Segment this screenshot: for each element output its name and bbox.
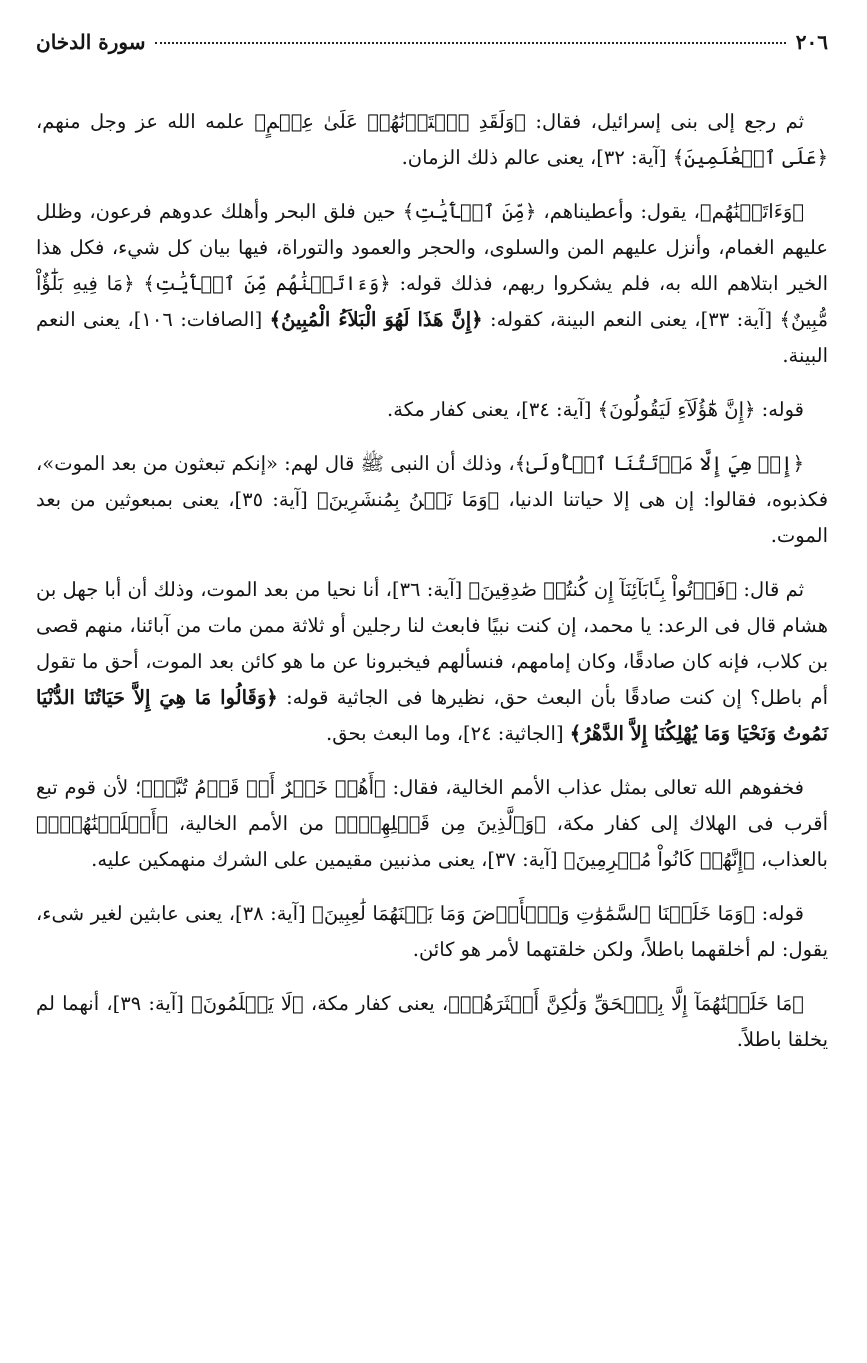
commentary-text: [آية: ٣٧]، يعنى مذنبين مقيمين على الشرك منهمكين عليه. — [91, 848, 564, 871]
verse-ornament-close: ﴾ — [312, 902, 324, 925]
quran-verse — [700, 200, 804, 223]
verse-ornament-close: ﴾ — [316, 488, 329, 511]
verse-ornament-open: ﴿ — [514, 110, 526, 133]
commentary-text: ثم رجع إلى بنى إسرائيل، فقال: — [525, 110, 804, 133]
verse-text: إِنَّ هَٰٓؤُلَآءِ لَيَقُولُونَ — [609, 398, 744, 421]
quran-verse — [317, 488, 499, 511]
quran-verse — [673, 146, 828, 169]
quran-verse — [335, 812, 546, 835]
verse-ornament-open: ﴿ — [374, 776, 386, 799]
verse-ornament-open: ﴿ — [123, 272, 135, 295]
verse-ornament-close: ﴾ — [468, 578, 481, 601]
paragraph — [36, 104, 828, 176]
verse-ornament-close: ﴾ — [563, 848, 576, 871]
commentary-text: علمه الله عز وجل منهم، — [36, 110, 255, 133]
verse-ornament-open: ﴿ — [292, 992, 304, 1015]
verse-text: مَا خَلَقۡنَٰهُمَآ إِلَّا بِٱلۡحَقِّ وَلَٰكِنَّ أَكۡثَرَهُمۡ — [459, 992, 793, 1015]
commentary-text: [آية: ٣٤]، يعنى كفار مكة. — [387, 398, 598, 421]
verse-ornament-close: ﴾ — [569, 722, 582, 745]
verse-ornament-close: ﴾ — [448, 992, 460, 1015]
quran-verse — [254, 110, 526, 133]
verse-ornament-close: ﴾ — [514, 452, 527, 475]
commentary-text: ؛ لأن قوم تبع أقرب فى الهلاك إلى كفار مكة، — [36, 776, 828, 835]
quran-verse — [468, 578, 737, 601]
paragraph — [36, 896, 828, 968]
page-header — [36, 30, 828, 70]
verse-text: أَهُمۡ خَيۡرٌ أَمۡ قَوۡمُ تُبَّعٖ — [153, 776, 374, 799]
commentary-text: ثم قال: — [737, 578, 805, 601]
verse-text: وَقَالُوا مَا هِيَ إِلاَّ حَيَاتُنَا الدُّنْيَا نَمُوتُ وَنَحْيَا وَمَا يُهْلِكُنَا إِلاَّ الدَّهْرُ — [36, 686, 828, 745]
surah-title: سورة الدخان — [36, 30, 146, 54]
verse-ornament-open: ﴿ — [156, 812, 169, 835]
page-number: ٢٠٦ — [795, 30, 828, 54]
verse-text: عَلَى ٱلۡعَٰلَمِينَ — [684, 146, 817, 169]
quran-verse — [143, 272, 390, 295]
commentary-text: حين فلق البحر وأهلك عدوهم فرعون، وظلل عليهم الغمام، وأنزل عليهم المن والسلوى، والحجر والعمود والتوراة، فيها بيان كل شيء، فكل هذا الخير ابتلاهم الله به، فلم يشكروا ربهم، فذلك قوله: — [36, 200, 828, 295]
verse-text: مِّنَ ٱلۡأٓيَٰتِ — [414, 200, 525, 223]
quran-verse — [141, 776, 385, 799]
commentary-text: [الصافات: ١٠٦]، يعنى النعم البينة. — [36, 308, 828, 367]
verse-ornament-close: ﴾ — [699, 200, 712, 223]
commentary-text: ، يعنى كفار مكة، — [303, 992, 449, 1015]
verse-text: أَهۡلَكۡنَٰهُمۡۖ — [47, 812, 157, 835]
verse-text: وَلَقَدِ ٱخۡتَرۡنَٰهُمۡ عَلَىٰ عِلۡمٍ — [266, 110, 515, 133]
verse-ornament-open: ﴿ — [792, 200, 805, 223]
page-body — [36, 104, 828, 1058]
verse-ornament-close: ﴾ — [672, 146, 685, 169]
paragraph — [36, 392, 828, 428]
commentary-text — [135, 272, 144, 295]
quran-verse — [448, 992, 804, 1015]
verse-text: إِنۡ هِيَ إِلَّا مَوۡتَتُنَا ٱلۡأُولَىٰ — [526, 452, 793, 475]
verse-ornament-open: ﴿ — [816, 146, 828, 169]
verse-ornament-close: ﴾ — [141, 776, 153, 799]
verse-text: مَا فِيهِ بَلَٰٓؤٌاْ مُّبِينٌ — [36, 272, 829, 331]
verse-ornament-close: ﴾ — [334, 812, 347, 835]
verse-text: وَمَا نَحۡنُ بِمُنشَرِينَ — [328, 488, 488, 511]
paragraph — [36, 446, 828, 554]
commentary-text: [آية: ٣٩]، أنهما لم يخلقا باطلاً. — [36, 992, 828, 1051]
verse-ornament-close: ﴾ — [143, 272, 155, 295]
quran-verse — [598, 398, 756, 421]
commentary-text: [آية: ٣٢]، يعنى عالم ذلك الزمان. — [401, 146, 673, 169]
commentary-text: [آية: ٣٣]، يعنى النعم البينة، كقوله: — [482, 308, 780, 331]
verse-ornament-open: ﴿ — [792, 992, 804, 1015]
paragraph — [36, 770, 828, 878]
commentary-text: ، وذلك أن النبى ﷺ قال لهم: «إنكم تبعثون من بعد الموت»، فكذبوه، فقالوا: إن هى إلا حياتنا الدنيا، — [36, 452, 829, 511]
commentary-text: [آية: ٣٨]، يعنى عابثين لغير شىء، يقول: لم أخلقهما باطلاً، ولكن خلقتهما لأمر هو كائن. — [36, 902, 828, 961]
verse-ornament-close: ﴾ — [191, 992, 203, 1015]
commentary-text: [الجاثية: ٢٤]، وما البعث بحق. — [326, 722, 570, 745]
commentary-text: قوله: — [755, 902, 804, 925]
verse-text: وَءَاتَيۡنَٰهُم — [711, 200, 793, 223]
commentary-text: من الأمم الخالية، — [168, 812, 335, 835]
verse-ornament-close: ﴾ — [36, 812, 48, 835]
quran-verse — [564, 848, 755, 871]
verse-text: فَأۡتُواْ بِـَٔابَآئِنَآ إِن كُنتُمۡ صَٰدِقِينَ — [480, 578, 726, 601]
quran-verse — [515, 452, 804, 475]
verse-ornament-open: ﴿ — [379, 272, 391, 295]
verse-ornament-close: ﴾ — [597, 398, 610, 421]
commentary-text: بالعذاب، — [754, 848, 828, 871]
quran-verse — [312, 902, 755, 925]
commentary-text: [آية: ٣٥]، يعنى بمبعوثين من بعد الموت. — [36, 488, 828, 547]
quran-verse — [403, 200, 536, 223]
verse-ornament-open: ﴿ — [487, 488, 500, 511]
commentary-text: [آية: ٣٦]، أنا نحيا من بعد الموت، وذلك أن أبا جهل بن هشام قال فى الرعد: يا محمد، إن كنت نبيًا فابعث لنا رجلين أو ثلاثة ممن مات من آبائنا، منهم قصى بن كلاب، فإنه كان صادقًا، وكان إمامهم، فنسألهم فيخبرونا عن ما هو كائن بعد الموت، أحق ما تقول أم باطل؟ إن كنت صادقًا بأن البعث حق، نظيرها فى الجاثية قوله: — [36, 578, 828, 709]
verse-ornament-open: ﴿ — [725, 578, 738, 601]
verse-text: إِنَّ هَذَا لَهُوَ الْبَلاَءُ الْمُبِينُ — [281, 308, 472, 331]
verse-ornament-open: ﴿ — [744, 398, 756, 421]
verse-ornament-open: ﴿ — [743, 902, 756, 925]
verse-text: لَا يَعۡلَمُونَ — [202, 992, 293, 1015]
commentary-text: قوله: — [755, 398, 804, 421]
verse-text: وَمَا خَلَقۡنَا ٱلسَّمَٰوَٰتِ وَٱلۡأَرۡضَ وَمَا بَيۡنَهُمَا لَٰعِبِينَ — [323, 902, 744, 925]
header-dotted-leader — [155, 42, 785, 44]
verse-ornament-open: ﴿ — [792, 452, 804, 475]
verse-ornament-open: ﴿ — [471, 308, 483, 331]
verse-ornament-open: ﴿ — [524, 200, 537, 223]
paragraph — [36, 572, 828, 752]
quran-verse — [36, 812, 168, 835]
commentary-text: ، يقول: وأعطيناهم، — [536, 200, 700, 223]
quoted-verse — [270, 308, 483, 331]
verse-ornament-open: ﴿ — [266, 686, 278, 709]
verse-ornament-close: ﴾ — [269, 308, 282, 331]
paragraph — [36, 194, 828, 374]
commentary-text: فخفوهم الله تعالى بمثل عذاب الأمم الخالية، فقال: — [385, 776, 804, 799]
verse-ornament-close: ﴾ — [402, 200, 415, 223]
paragraph — [36, 986, 828, 1058]
verse-ornament-open: ﴿ — [743, 848, 755, 871]
quran-verse — [191, 992, 304, 1015]
verse-ornament-close: ﴾ — [254, 110, 267, 133]
verse-text: إِنَّهُمۡ كَانُواْ مُجۡرِمِينَ — [575, 848, 744, 871]
verse-text: وَٱلَّذِينَ مِن قَبۡلِهِمۡۚ — [346, 812, 535, 835]
page — [36, 30, 828, 1076]
verse-ornament-open: ﴿ — [534, 812, 546, 835]
verse-text: وَءَاتَيۡنَٰهُم مِّنَ ٱلۡأٓيَٰتِ — [154, 272, 380, 295]
verse-ornament-close: ﴾ — [779, 308, 791, 331]
